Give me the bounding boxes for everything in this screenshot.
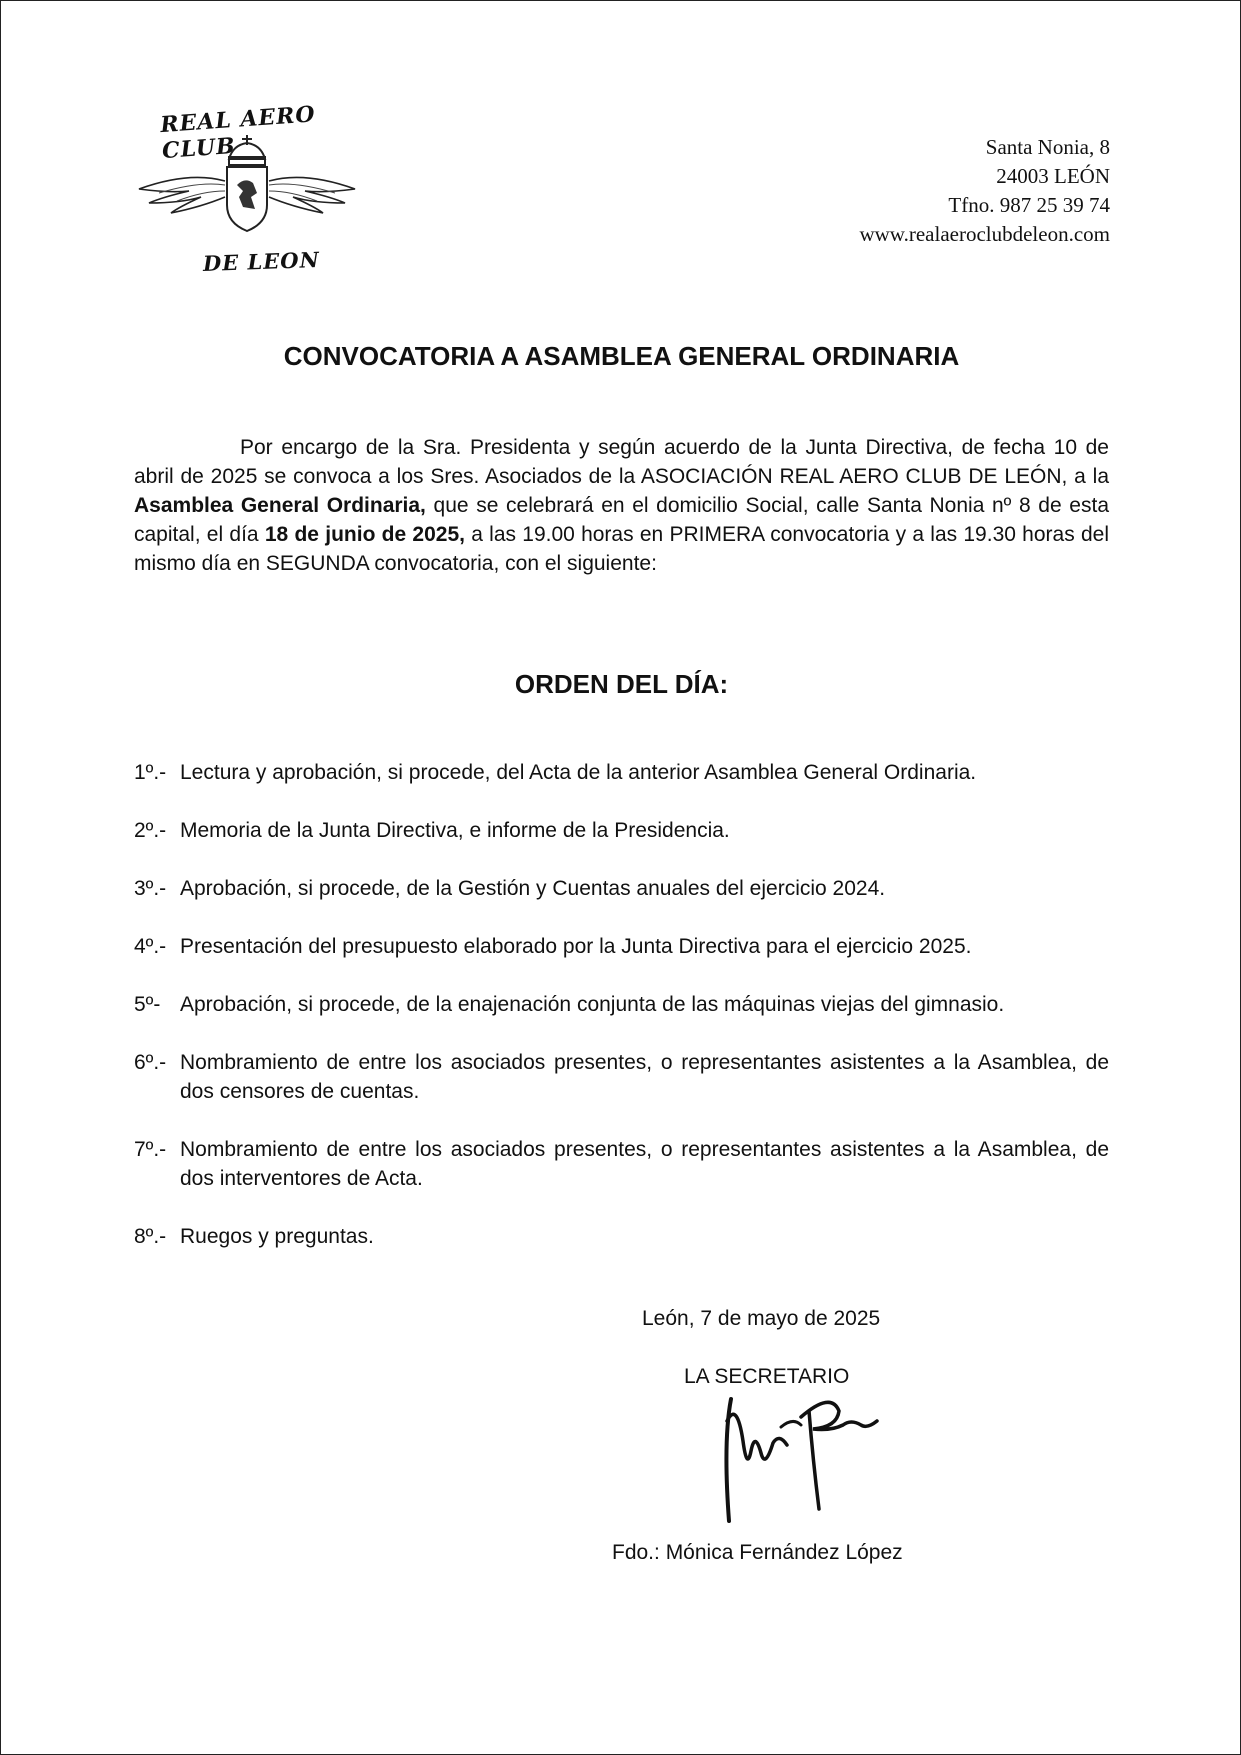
intro-text-1: Por encargo de la Sra. Presidenta y según acuerdo de la Junta Directiva, de fecha 10 de abril de 2025 se convoca a los Sres. Asociados de la ASOCIACIÓN REAL AERO CLUB DE LEÓN, a la [134,436,1109,488]
agenda-item [134,932,1109,961]
agenda-item-number: 4º.- [134,935,167,958]
agenda-item-number: 6º.- [134,1051,167,1074]
club-logo [129,101,365,281]
agenda-item [134,1222,1109,1251]
agenda-item-text: Ruegos y preguntas. [180,1225,374,1248]
agenda-item-text: Aprobación, si procede, de la enajenación conjunta de las máquinas viejas del gimnasio. [180,993,1005,1016]
logo-top-text: REAL AERO CLUB [159,101,317,165]
agenda-item-text: Nombramiento de entre los asociados presentes, o representantes asistentes a la Asamblea, de dos interventores de Acta. [180,1138,1109,1190]
intro-paragraph [134,433,1109,578]
agenda-item [134,758,1109,787]
agenda-item-number: 1º.- [134,761,167,784]
address-postal: 24003 LEÓN [996,164,1110,188]
agenda-item [134,1048,1109,1106]
agenda-item [134,816,1109,845]
document-title: CONVOCATORIA A ASAMBLEA GENERAL ORDINARIA [283,341,960,371]
agenda-item-number: 3º.- [134,877,167,900]
intro-text-3: a las 19.00 horas en PRIMERA convocatoria y a las 19.30 horas del mismo día en SEGUNDA convocatoria, con el siguiente: [134,523,1109,575]
intro-meeting-date: 18 de junio de 2025, [264,523,465,546]
agenda-title: ORDEN DEL DÍA: [514,669,729,699]
logo-bottom-text: DE LEON [202,246,321,277]
address-website: www.realaeroclubdeleon.com [859,222,1110,246]
agenda-item-number: 5º- [134,993,161,1016]
agenda-item [134,1135,1109,1193]
agenda-item-number: 8º.- [134,1225,167,1248]
signer-name: Fdo.: Mónica Fernández López [612,1541,903,1564]
intro-assembly-name: Asamblea General Ordinaria, [134,494,426,517]
club-address [859,133,1110,249]
place-date: León, 7 de mayo de 2025 [642,1307,881,1330]
address-street: Santa Nonia, 8 [985,135,1110,159]
agenda-item-number: 2º.- [134,819,167,842]
agenda-item-number: 7º.- [134,1138,167,1161]
handwritten-signature [701,1381,891,1531]
agenda-item-text: Nombramiento de entre los asociados presentes, o representantes asistentes a la Asamblea, de dos censores de cuentas. [180,1051,1109,1103]
agenda-list [134,758,1109,1251]
agenda-item [134,874,1109,903]
intro-text-2: que se celebrará en el domicilio Social, calle Santa Nonia nº 8 de esta capital, el día [134,494,1109,546]
agenda-item-text: Lectura y aprobación, si procede, del Acta de la anterior Asamblea General Ordinaria. [180,761,977,784]
address-phone: Tfno. 987 25 39 74 [948,193,1110,217]
agenda-item-text: Aprobación, si procede, de la Gestión y Cuentas anuales del ejercicio 2024. [180,877,886,900]
signer-role: LA SECRETARIO [684,1365,850,1388]
agenda-item-text: Presentación del presupuesto elaborado por la Junta Directiva para el ejercicio 2025. [180,935,972,958]
agenda-item-text: Memoria de la Junta Directiva, e informe de la Presidencia. [180,819,730,842]
agenda-item [134,990,1109,1019]
